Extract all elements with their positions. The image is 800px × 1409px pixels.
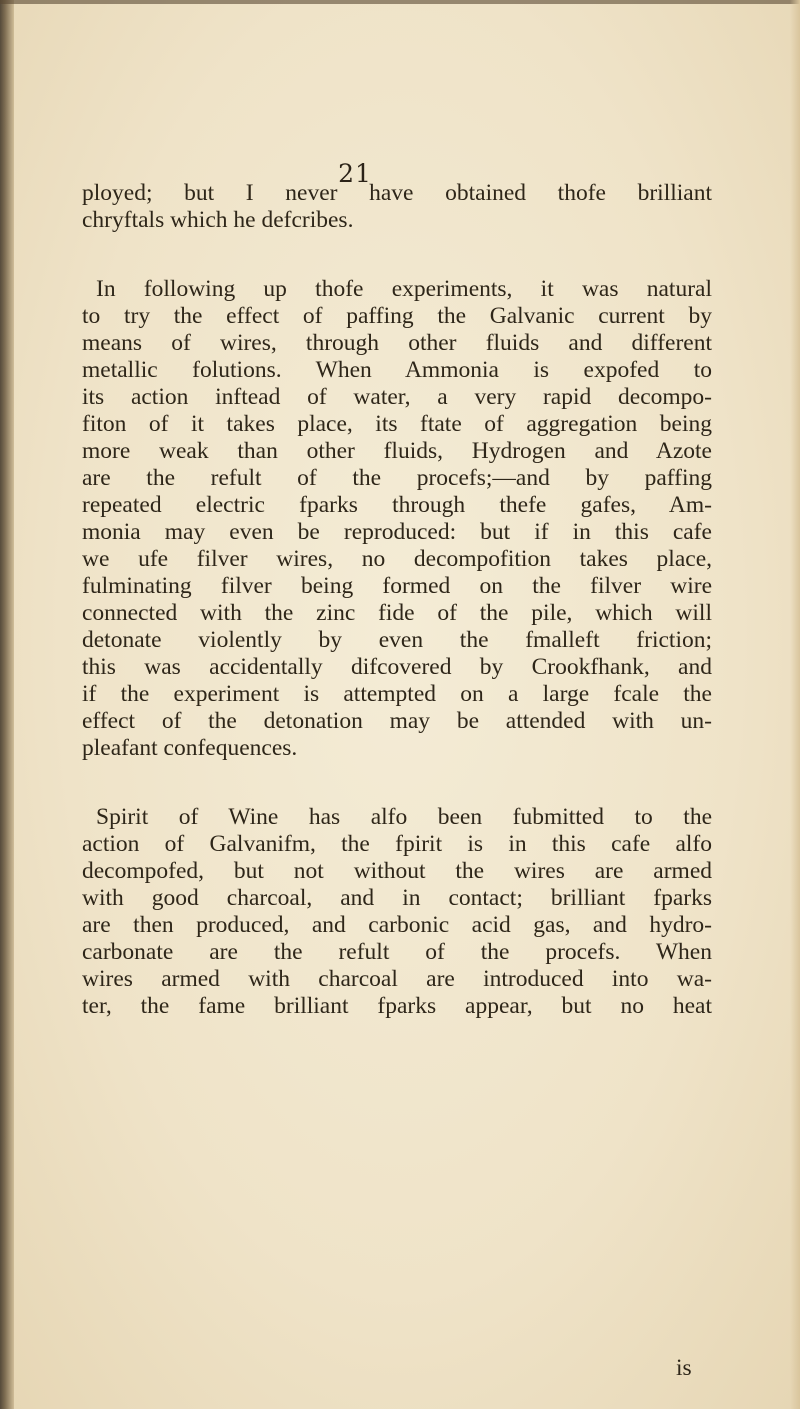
text-line: decompofed, but not without the wires are armed: [82, 858, 712, 884]
paragraph-3: [82, 804, 712, 1020]
text-line: action of Galvanifm, the fpirit is in this cafe alfo: [82, 831, 712, 857]
text-line: detonate violently by even the fmalleft friction;: [82, 627, 712, 653]
text-line: if the experiment is attempted on a large fcale the: [82, 681, 712, 707]
text-line: fiton of it takes place, its ftate of aggregation being: [82, 411, 712, 437]
text-line: monia may even be reproduced: but if in this cafe: [82, 519, 712, 545]
text-line: with good charcoal, and in contact; brilliant fparks: [82, 885, 712, 911]
text-line: are then produced, and carbonic acid gas, and hydro-: [82, 912, 712, 938]
body-text: [82, 180, 712, 1020]
text-line: ter, the fame brilliant fparks appear, but no heat: [82, 993, 712, 1019]
text-line: repeated electric fparks through thefe gafes, Am-: [82, 492, 712, 518]
text-line: connected with the zinc fide of the pile, which will: [82, 600, 712, 626]
page-right-shadow: [790, 0, 800, 1409]
text-line: ployed; but I never have obtained thofe brilliant: [82, 180, 712, 206]
text-line: more weak than other fluids, Hydrogen and Azote: [82, 438, 712, 464]
text-line: wires armed with charcoal are introduced into wa-: [82, 966, 712, 992]
page-binding-edge: [0, 0, 14, 1409]
text-line: chryftals which he defcribes.: [82, 207, 354, 233]
text-line: this was accidentally difcovered by Crookfhank, and: [82, 654, 712, 680]
text-line: we ufe filver wires, no decompofition takes place,: [82, 546, 712, 572]
text-line: effect of the detonation may be attended with un-: [82, 708, 712, 734]
page-top-edge: [0, 0, 800, 4]
text-line: fulminating filver being formed on the filver wire: [82, 573, 712, 599]
text-line: are the refult of the procefs;—and by paffing: [82, 465, 712, 491]
text-line: its action inftead of water, a very rapid decompo-: [82, 384, 712, 410]
page-number: 21: [338, 159, 372, 188]
text-line: means of wires, through other fluids and different: [82, 330, 712, 356]
catchword: is: [676, 1355, 692, 1381]
text-line: pleafant confequences.: [82, 735, 298, 761]
text-line: metallic folutions. When Ammonia is expofed to: [82, 357, 712, 383]
text-line: In following up thofe experiments, it was natural: [96, 276, 712, 302]
paragraph-2: [82, 276, 712, 762]
text-line: to try the effect of paffing the Galvanic current by: [82, 303, 712, 329]
text-line: Spirit of Wine has alfo been fubmitted to the: [96, 804, 712, 830]
paragraph-1: [82, 180, 712, 234]
text-line: carbonate are the refult of the procefs. When: [82, 939, 712, 965]
